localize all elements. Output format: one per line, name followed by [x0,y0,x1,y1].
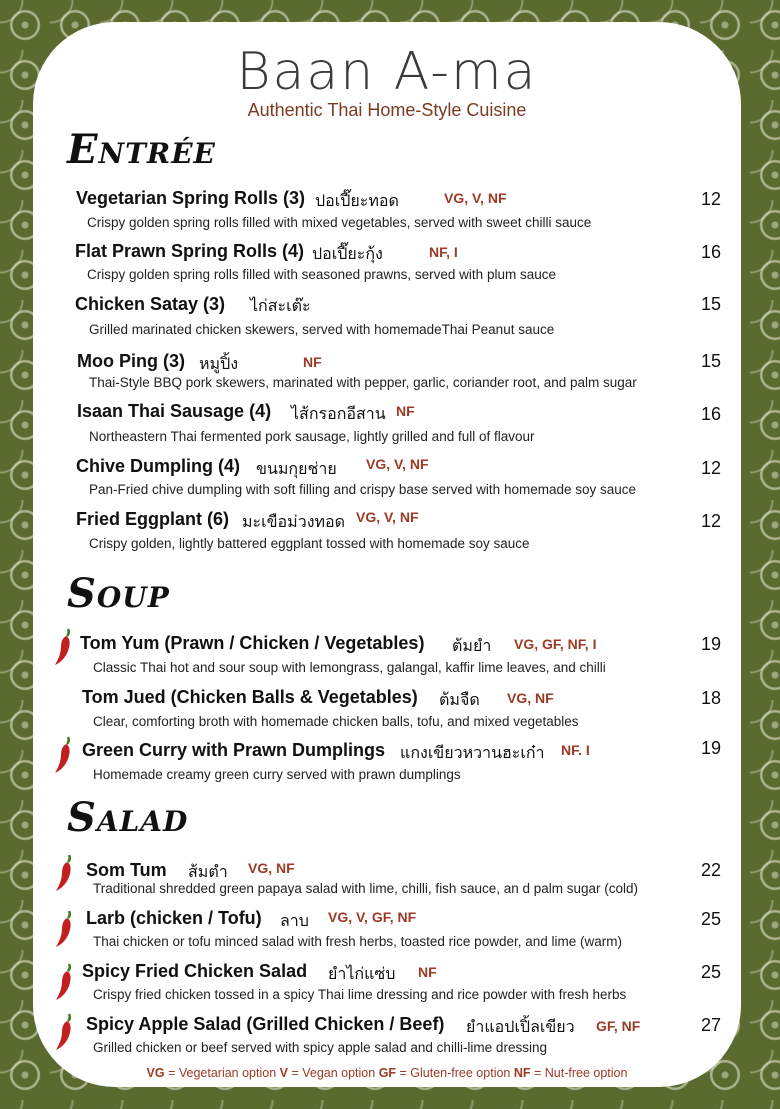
legend-text: = Gluten-free option [396,1066,514,1080]
chili-pepper-icon [53,853,75,893]
item-thai-name: ต้มจืด [439,690,480,709]
item-name: Larb (chicken / Tofu) [86,908,262,928]
item-name: Fried Eggplant (6) [76,509,229,529]
item-thai-name: ยำไก่แซ่บ [328,964,396,983]
item-diet-tags: VG, V, GF, NF [328,909,417,925]
item-diet-tags: NF. I [561,742,590,758]
legend-key: VG [146,1066,165,1080]
legend-key: V [279,1066,288,1080]
item-name: Som Tum [86,860,167,880]
item-diet-tags: VG, V, NF [356,509,419,525]
section-title-salad: Salad [67,794,189,841]
item-diet-tags: NF [396,403,415,419]
restaurant-tagline: Authentic Thai Home-Style Cuisine [247,100,527,120]
item-price: 18 [700,688,721,708]
item-description: Crispy golden spring rolls filled with seasoned prawns, served with plum sauce [87,267,556,282]
item-price: 12 [700,189,721,209]
item-thai-name: ไส้กรอกอีสาน [291,404,386,423]
item-description: Crispy golden, lightly battered eggplant tossed with homemade soy sauce [89,536,530,551]
item-diet-tags: VG, NF [248,860,295,876]
item-description: Homemade creamy green curry served with prawn dumplings [93,767,461,782]
item-name: Chicken Satay (3) [75,294,226,314]
chili-pepper-icon [52,627,74,667]
item-thai-name: ส้มตำ [188,862,228,881]
item-thai-name: ต้มยำ [452,636,492,655]
item-name: Spicy Fried Chicken Salad [82,961,308,981]
section-title-soup: Soup [67,570,170,617]
legend-text: = Vegetarian option [164,1066,280,1080]
item-diet-tags: NF, I [429,244,458,260]
legend-key: GF [378,1066,397,1080]
chili-pepper-icon [53,962,75,1002]
item-description: Northeastern Thai fermented pork sausage, lightly grilled and full of flavour [89,429,535,444]
item-diet-tags: VG, V, NF [366,456,429,472]
item-name: Tom Yum (Prawn / Chicken / Vegetables) [80,633,425,653]
item-name: Moo Ping (3) [77,351,185,371]
item-description: Grilled chicken or beef served with spicy apple salad and chilli-lime dressing [93,1040,547,1055]
item-diet-tags: GF, NF [596,1018,641,1034]
item-description: Crispy golden spring rolls filled with mixed vegetables, served with sweet chilli sauce [87,215,592,230]
item-thai-name: ปอเปี๊ยะทอด [315,191,399,210]
item-thai-name: ยำแอปเปิ้ลเขียว [466,1017,575,1036]
diet-legend [33,1066,741,1080]
item-price: 16 [700,404,721,424]
restaurant-name: Baan A-ma [236,42,538,102]
item-diet-tags: VG, NF [507,690,554,706]
item-name: Vegetarian Spring Rolls (3) [76,188,306,208]
menu-card [33,22,741,1087]
item-price: 16 [700,242,721,262]
item-description: Thai-Style BBQ pork skewers, marinated with pepper, garlic, coriander root, and palm sugar [89,375,637,390]
item-price: 12 [700,458,721,478]
item-price: 12 [700,511,721,531]
chili-pepper-icon [53,1012,75,1052]
item-description: Grilled marinated chicken skewers, served with homemadeThai Peanut sauce [89,322,555,337]
item-description: Classic Thai hot and sour soup with lemongrass, galangal, kaffir lime leaves, and chilli [93,660,606,675]
item-description: Pan-Fried chive dumpling with soft filling and crispy base served with homemade soy sauce [89,482,637,497]
item-thai-name: หมูปิ้ง [199,354,239,373]
item-price: 22 [700,860,721,880]
chili-pepper-icon [53,909,75,949]
item-price: 25 [700,962,721,982]
section-title-entree: Entrée [67,126,216,173]
item-thai-name: ปอเปี๊ยะกุ้ง [312,244,383,263]
legend-key: NF [513,1066,531,1080]
item-name: Isaan Thai Sausage (4) [77,401,272,421]
item-price: 15 [700,294,721,314]
item-thai-name: มะเขือม่วงทอด [242,512,346,531]
item-thai-name: ไก่สะเต๊ะ [250,296,311,315]
item-name: Spicy Apple Salad (Grilled Chicken / Beef) [86,1014,445,1034]
legend-text: = Vegan option [287,1066,379,1080]
item-price: 15 [700,351,721,371]
item-thai-name: แกงเขียวหวานฮะเก๋า [400,743,545,762]
item-description: Crispy fried chicken tossed in a spicy Thai lime dressing and rice powder with fresh herbs [93,987,627,1002]
item-description: Clear, comforting broth with homemade chicken balls, tofu, and mixed vegetables [93,714,579,729]
item-description: Traditional shredded green papaya salad with lime, chilli, fish sauce, an d palm sugar (cold) [93,881,639,896]
item-thai-name: ลาบ [280,911,309,930]
legend-text: = Nut-free option [530,1066,628,1080]
item-diet-tags: NF [418,964,437,980]
item-name: Flat Prawn Spring Rolls (4) [75,241,305,261]
item-diet-tags: NF [303,354,322,370]
item-name: Tom Jued (Chicken Balls & Vegetables) [82,687,418,707]
chili-pepper-icon [52,735,74,775]
item-price: 19 [700,634,721,654]
item-thai-name: ขนมกุยช่าย [256,459,337,478]
item-price: 19 [700,738,721,758]
item-diet-tags: VG, GF, NF, I [514,636,597,652]
item-price: 25 [700,909,721,929]
item-diet-tags: VG, V, NF [444,190,507,206]
item-name: Green Curry with Prawn Dumplings [82,740,386,760]
item-name: Chive Dumpling (4) [76,456,241,476]
item-description: Thai chicken or tofu minced salad with fresh herbs, toasted rice powder, and lime (warm) [93,934,622,949]
item-price: 27 [700,1015,721,1035]
